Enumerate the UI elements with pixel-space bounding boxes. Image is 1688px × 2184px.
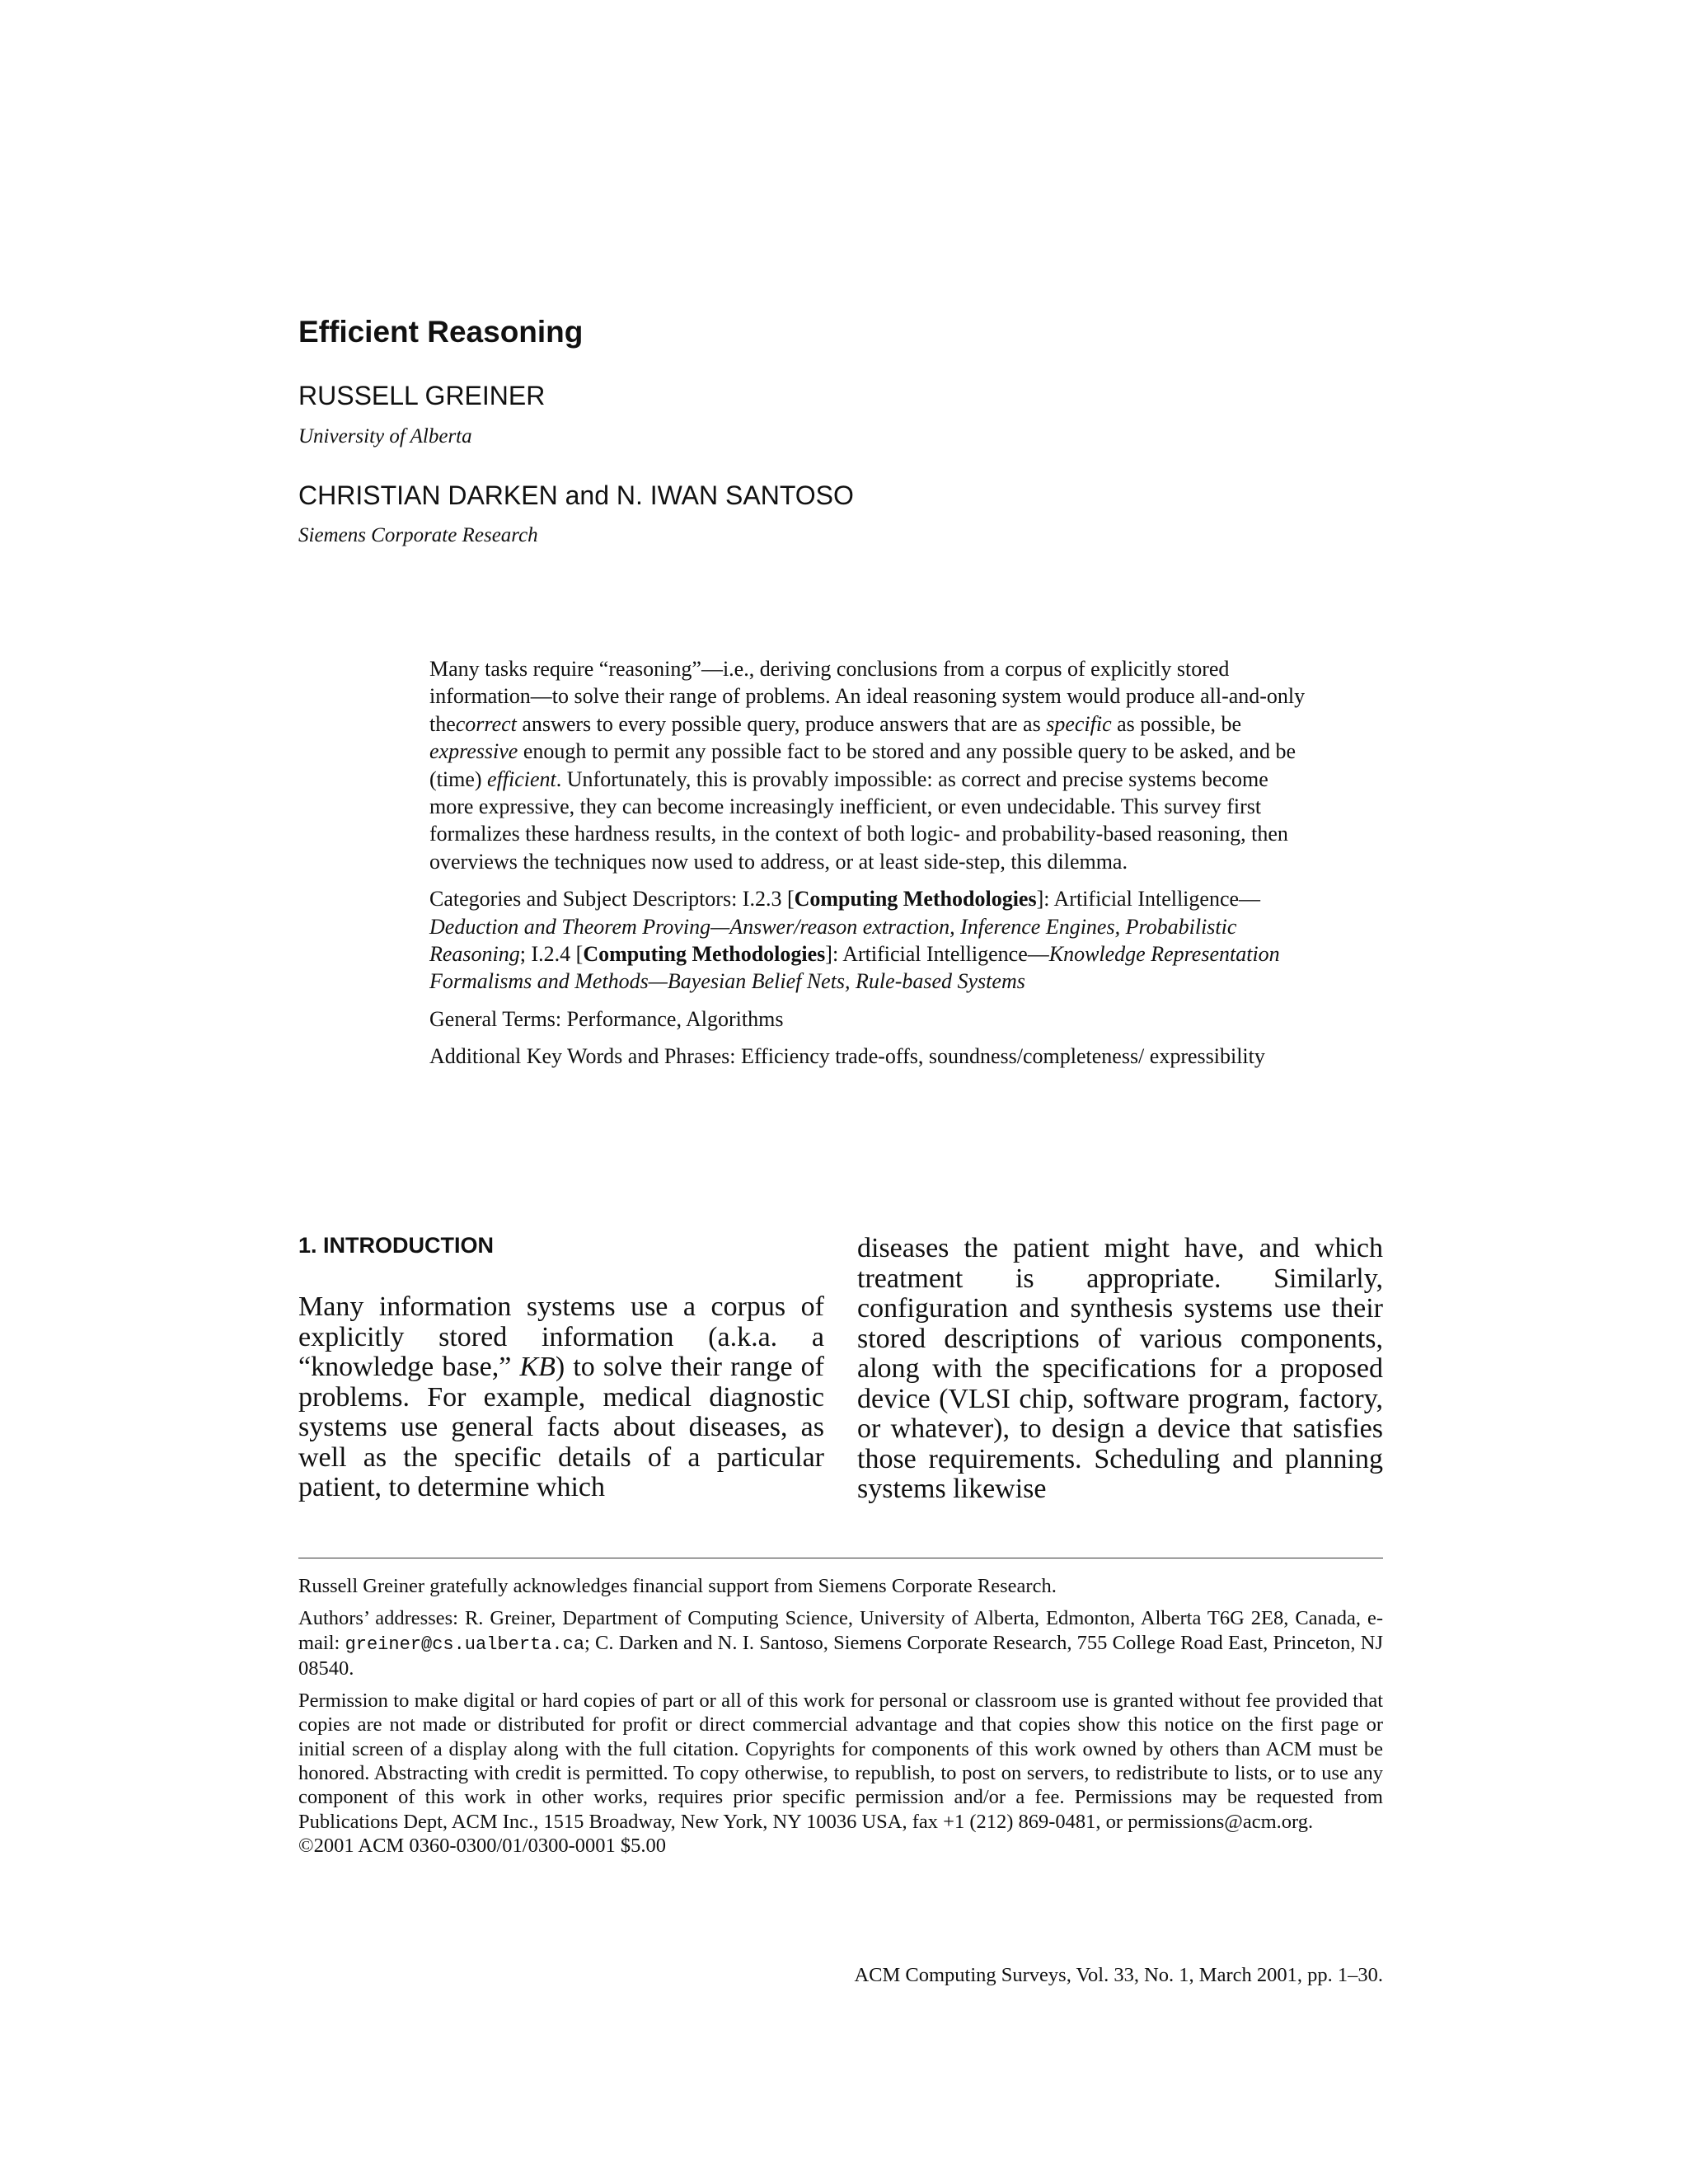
paper-title: Efficient Reasoning bbox=[298, 315, 584, 349]
authors-addresses: Authors’ addresses: R. Greiner, Department of Computing Science, University of Alberta, Edmonton, Alberta T6G 2E8, Canada, e-mail: greiner@cs.ualberta.ca; C. Darken and N. I. Santoso, Siemens Corporate Research, 755 College Road East, Princeton, NJ 08540. bbox=[298, 1607, 1383, 1680]
footnotes bbox=[298, 1574, 1383, 1858]
copyright-line: ©2001 ACM 0360-0300/01/0300-0001 $5.00 bbox=[298, 1834, 667, 1857]
intro-paragraph-left: Many information systems use a corpus of explicitly stored information (a.k.a. a “knowledge base,” KB) to solve their range of problems. For example, medical diagnostic systems use general facts about diseases, as well as the specific details of a particular patient, to determine which bbox=[298, 1291, 824, 1502]
affiliation-2: Siemens Corporate Research bbox=[298, 524, 538, 546]
intro-left-column bbox=[298, 1231, 824, 1503]
permission-notice: Permission to make digital or hard copies of part or all of this work for personal or classroom use is granted without fee provided that copies are not made or distributed for profit or direct commercial advantage and that copies show this notice on the first page or initial screen of a display along with the full citation. Copyrights for components of this work owned by others than ACM must be honored. Abstracting with credit is permitted. To copy otherwise, to republish, to post on servers, to redistribute to lists, or to use any component of this work in other works, requires prior specific permission and/or a fee. Permissions may be requested from Publications Dept, ACM Inc., 1515 Broadway, New York, NY 10036 USA, fax +1 (212) 869-0481, or permissions@acm.org. bbox=[298, 1690, 1383, 1833]
author-1: RUSSELL GREINER bbox=[298, 381, 546, 410]
email-address: greiner@cs.ualberta.ca bbox=[345, 1633, 585, 1655]
abstract-text: Many tasks require “reasoning”—i.e., deriving conclusions from a corpus of explicitly stored information—to solve their range of problems. An ideal reasoning system would produce all-and-only thecorrect answers to every possible query, produce answers that are as specific as possible, be expressive enough to permit any possible fact to be stored and any possible query to be asked, and be (time) efficient. Unfortunately, this is provably impossible: as correct and precise systems become more expressive, they can become increasingly inefficient, or even undecidable. This survey first formalizes these hardness results, in the context of both logic- and probability-based reasoning, then overviews the techniques now used to address, or at least side-step, this dilemma. bbox=[429, 657, 1306, 874]
categories-descriptors: Categories and Subject Descriptors: I.2.3 [Computing Methodologies]: Artificial Intelligence—Deduction and Theorem Proving—Answer/reason extraction, Inference Engines, Probabilistic Reasoning; I.2.4 [Computing Methodologies]: Artificial Intelligence—Knowledge Representation Formalisms and Methods—Bayesian Belief Nets, Rule-based Systems bbox=[429, 887, 1280, 994]
intro-paragraph-right: diseases the patient might have, and which treatment is appropriate. Similarly, configuration and synthesis systems use their stored descriptions of various components, along with the specifications for a proposed device (VLSI chip, software program, factory, or whatever), to design a device that satisfies those requirements. Scheduling and planning systems likewise bbox=[857, 1233, 1383, 1504]
section-heading: 1. INTRODUCTION bbox=[298, 1233, 495, 1258]
author-2: CHRISTIAN DARKEN and N. IWAN SANTOSO bbox=[298, 480, 854, 510]
intro-right-column bbox=[857, 1234, 1383, 1505]
affiliation-1: University of Alberta bbox=[298, 425, 472, 448]
general-terms: General Terms: Performance, Algorithms bbox=[429, 1006, 784, 1031]
acknowledgment: Russell Greiner gratefully acknowledges financial support from Siemens Corporate Research. bbox=[298, 1575, 1057, 1597]
journal-citation: ACM Computing Surveys, Vol. 33, No. 1, March 2001, pp. 1–30. bbox=[854, 1964, 1383, 1986]
keywords: Additional Key Words and Phrases: Efficiency trade-offs, soundness/completeness/ expressibility bbox=[429, 1044, 1265, 1069]
abstract bbox=[429, 655, 1315, 1080]
